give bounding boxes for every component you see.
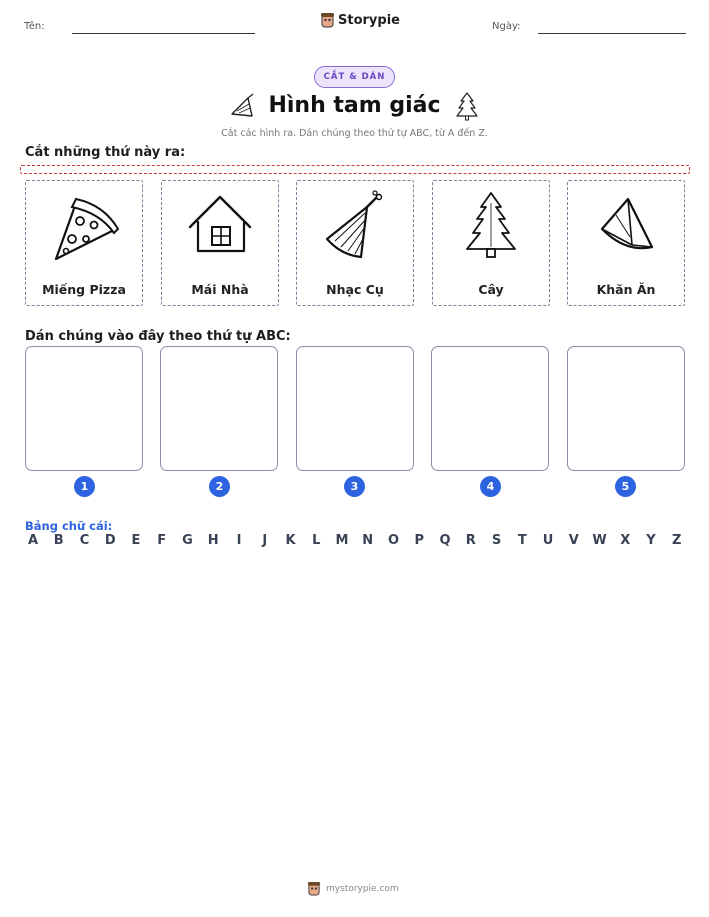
paste-box-3[interactable] <box>296 346 414 471</box>
alphabet-letter: R <box>465 533 476 548</box>
date-line[interactable] <box>538 33 686 34</box>
alphabet-letter: H <box>207 533 219 548</box>
alphabet-letter: N <box>362 533 374 548</box>
name-line[interactable] <box>72 33 255 34</box>
paste-box-4[interactable] <box>431 346 549 471</box>
alphabet-letter: Z <box>672 533 682 548</box>
alphabet-letter: I <box>236 533 242 548</box>
paste-box-2[interactable] <box>160 346 278 471</box>
order-number-2: 2 <box>209 476 230 497</box>
musical-instrument-icon <box>321 189 393 269</box>
order-number-4: 4 <box>480 476 501 497</box>
tree-decoration-icon <box>454 91 480 121</box>
brand-name: Storypie <box>338 12 400 28</box>
alphabet-letter: F <box>157 533 167 548</box>
order-number-5: 5 <box>615 476 636 497</box>
page-title: Hình tam giác <box>268 93 441 118</box>
alphabet-letter: L <box>312 533 321 548</box>
alphabet-row <box>25 533 685 548</box>
date-label: Ngày: <box>492 21 521 32</box>
alphabet-letter: K <box>285 533 296 548</box>
cut-card-pizza[interactable] <box>25 180 143 306</box>
alphabet-letter: W <box>592 533 607 548</box>
cut-card-instrument[interactable] <box>296 180 414 306</box>
alphabet-letter: M <box>335 533 349 548</box>
cut-card-tree[interactable] <box>432 180 550 306</box>
alphabet-letter: Y <box>646 533 656 548</box>
alphabet-letter: X <box>620 533 631 548</box>
storypie-mascot-icon <box>307 881 321 896</box>
instructions-text: Cắt các hình ra. Dán chúng theo thứ tự ABC, từ A đến Z. <box>221 128 488 139</box>
cut-card-roof[interactable] <box>161 180 279 306</box>
cut-card-label: Khăn Ăn <box>596 282 656 297</box>
pizza-slice-icon <box>50 189 122 269</box>
alphabet-letter: G <box>182 533 193 548</box>
storypie-mascot-icon <box>320 12 335 28</box>
footer <box>307 881 399 896</box>
cut-card-label: Cây <box>478 282 504 297</box>
cut-card-napkin[interactable] <box>567 180 685 306</box>
alphabet-letter: O <box>387 533 400 548</box>
alphabet-letter: V <box>568 533 579 548</box>
paste-section-heading: Dán chúng vào đây theo thứ tự ABC: <box>25 329 291 344</box>
cut-line <box>20 165 690 174</box>
name-label: Tên: <box>24 21 45 32</box>
brand-logo <box>320 12 400 28</box>
activity-badge: CẮT & DÁN <box>314 66 395 88</box>
alphabet-letter: U <box>542 533 554 548</box>
cut-card-label: Nhạc Cụ <box>326 282 384 297</box>
folded-napkin-icon <box>592 189 664 269</box>
alphabet-letter: Q <box>439 533 451 548</box>
alphabet-letter: A <box>27 533 39 548</box>
alphabet-letter: J <box>262 533 268 548</box>
cut-section-heading: Cắt những thứ này ra: <box>25 145 186 160</box>
alphabet-letter: E <box>131 533 141 548</box>
paste-box-1[interactable] <box>25 346 143 471</box>
pine-tree-icon <box>457 189 529 269</box>
alphabet-letter: S <box>491 533 502 548</box>
alphabet-letter: P <box>414 533 425 548</box>
cut-card-label: Miếng Pizza <box>42 282 126 297</box>
order-number-1: 1 <box>74 476 95 497</box>
cut-card-label: Mái Nhà <box>191 282 249 297</box>
paste-box-5[interactable] <box>567 346 685 471</box>
alphabet-letter: C <box>79 533 90 548</box>
order-number-3: 3 <box>344 476 365 497</box>
alphabet-letter: B <box>53 533 64 548</box>
alphabet-heading: Bảng chữ cái: <box>25 519 113 533</box>
footer-url[interactable]: mystorypie.com <box>326 883 399 894</box>
house-roof-icon <box>186 189 258 269</box>
alphabet-letter: D <box>104 533 116 548</box>
alphabet-letter: T <box>517 533 527 548</box>
